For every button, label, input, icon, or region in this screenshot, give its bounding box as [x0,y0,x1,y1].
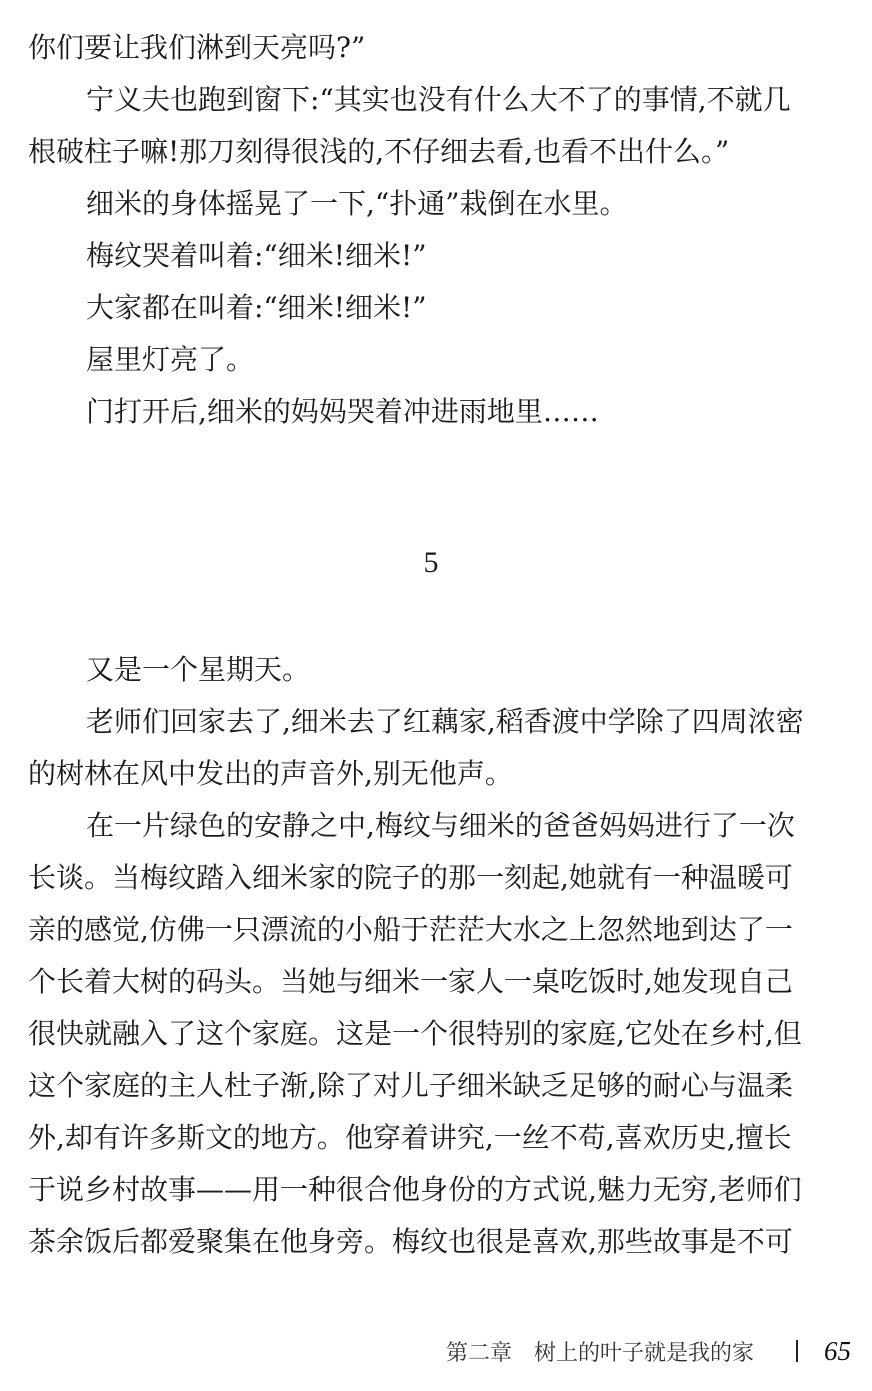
text-line: 屋里灯亮了。 [86,343,255,376]
text-line: 的树林在风中发出的声音外,别无他声。 [28,757,513,790]
text-line: 外,却有许多斯文的地方。他穿着讲究,一丝不苟,喜欢历史,擅长 [28,1121,792,1154]
text-line: 个长着大树的码头。当她与细米一家人一桌吃饭时,她发现自己 [28,965,793,998]
section-b [28,644,844,1268]
text-line: 门打开后,细米的妈妈哭着冲进雨地里…… [86,395,599,428]
text-line: 梅纹哭着叫着:“细米!细米!” [86,239,427,272]
text-line: 于说乡村故事——用一种很合他身份的方式说,魅力无穷,老师们 [28,1173,802,1206]
text-line: 根破柱子嘛!那刀刻得很浅的,不仔细去看,也看不出什么。” [28,135,730,168]
running-chapter-title: 第二章 树上的叶子就是我的家 [446,1340,755,1366]
text-line: 亲的感觉,仿佛一只漂流的小船于茫茫大水之上忽然地到达了一 [28,913,793,946]
text-line: 又是一个星期天。 [86,653,311,686]
footer-separator [796,1340,798,1362]
text-line: 这个家庭的主人杜子渐,除了对儿子细米缺乏足够的耐心与温柔 [28,1069,793,1102]
text-line: 大家都在叫着:“细米!细米!” [86,291,427,324]
text-line: 宁义夫也跑到窗下:“其实也没有什么大不了的事情,不就几 [86,83,791,116]
text-line: 老师们回家去了,细米去了红藕家,稻香渡中学除了四周浓密 [86,705,804,738]
page-footer [446,1333,851,1369]
text-line: 茶余饭后都爱聚集在他身旁。梅纹也很是喜欢,那些故事是不可 [28,1225,793,1258]
page-number: 65 [824,1335,852,1366]
text-line: 细米的身体摇晃了一下,“扑通”栽倒在水里。 [86,187,628,220]
text-line: 很快就融入了这个家庭。这是一个很特别的家庭,它处在乡村,但 [28,1017,802,1050]
section-number-heading: 5 [423,546,439,579]
text-line: 你们要让我们淋到天亮吗?” [28,31,366,64]
text-line: 在一片绿色的安静之中,梅纹与细米的爸爸妈妈进行了一次 [86,809,795,842]
text-line: 长谈。当梅纹踏入细米家的院子的那一刻起,她就有一种温暖可 [28,861,793,894]
section-a [28,22,844,438]
